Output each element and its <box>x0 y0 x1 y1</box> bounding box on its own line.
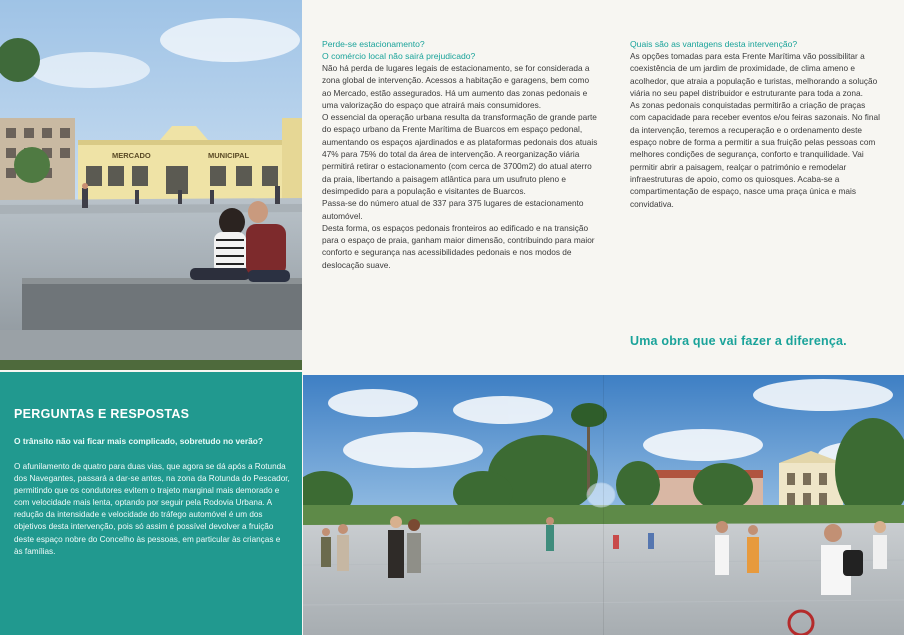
parking-paragraph-3: Passa-se do número atual de 337 para 375 lugares de estacionamento automóvel. <box>322 198 584 221</box>
market-sign-right: MUNICIPAL <box>208 151 250 160</box>
advantages-question: Quais são as vantagens desta intervenção? <box>630 39 798 49</box>
faq-answer: O afunilamento de quatro para duas vias, que agora se dá após a Rotunda dos Navegantes, passará a dar-se antes, na zona da Rotunda do Pescador, permitindo que os condutores evitem o trajeto marginal mais demorado e com velocidade mais lenta, optando por seguir pela Rodovia Urbana. A redução da intensidade e velocidade do tráfego automóvel é um dos objetivos desta intervenção, pois só assim é possível devolver a fruição deste espaço nobre do Concelho às pessoas, em particular às crianças e às famílias. <box>14 462 290 556</box>
parking-faq-column <box>322 38 598 271</box>
tagline: Uma obra que vai fazer a diferença. <box>630 334 847 348</box>
parking-question-line-1: Perde-se estacionamento? <box>322 39 425 49</box>
parking-paragraph-2: O essencial da operação urbana resulta da transformação de grande parte do espaço urbano da Frente Marítima de Buarcos em espaço pedonal, aumentando os espaços ajardinados e as plataformas pedonais dos atuais 47% para 75% do total da área de intervenção. A reorganização viária permitirá retirar o estacionamento (com cerca de 3700m2) do atual aterro da praia, libertando a paisagem atlântica para um usufruto pleno e desimpedido para a população e visitantes de Buarcos. <box>322 112 598 196</box>
page-fold <box>603 375 604 635</box>
market-sign-left: MERCADO <box>112 151 151 160</box>
parking-paragraph-1: Não há perda de lugares legais de estacionamento, se for considerada a zona global de intervenção. Acessos a habitação e garagens, bem como ao Mercado, estão assegurados. Há um aumento das zonas pedonais e uma valorização do espaço que atrairá mais consumidores. <box>322 63 590 110</box>
faq-question: O trânsito não vai ficar mais complicado, sobretudo no verão? <box>14 436 263 446</box>
advantages-paragraph-2: As zonas pedonais conquistadas permitirão a criação de praças com capacidade para receber eventos e/ou feiras sazonais. No final da intervenção, teremos a recuperação e o ordenamento deste espaço nobre de forma a permitir a sua fruição pelas pessoas com melhores condições de segurança, conforto e tranquilidade. Vai permitir abrir a paisagem, realçar o património e remodelar infraestruturas de apoio, como os quiosques. Acaba-se a compartimentação de espaço, nasce uma praça única e mais convidativa. <box>630 100 880 209</box>
parking-question <box>322 38 598 62</box>
market-square-render <box>0 0 302 370</box>
advantages-paragraph-1: As opções tomadas para esta Frente Marítima vão possibilitar a coexistência de um jardim de proximidade, de clima ameno e acolhedor, que atraia a população e turistas, melhorando a solução viária no seu papel distribuidor e estruturante para toda a zona. <box>630 51 878 98</box>
faq-panel <box>0 372 302 635</box>
parking-question-line-2: O comércio local não sairá prejudicado? <box>322 51 476 61</box>
parking-paragraph-4: Desta forma, os espaços pedonais fronteiros ao edificado e na transição para o espaço de praia, ganham maior dimensão, contribuindo para maior conforto e segurança nas acessibilidades pedonais e nos modos de deslocação suave. <box>322 222 595 270</box>
advantages-column <box>630 38 882 210</box>
faq-title: PERGUNTAS E RESPOSTAS <box>14 407 190 421</box>
